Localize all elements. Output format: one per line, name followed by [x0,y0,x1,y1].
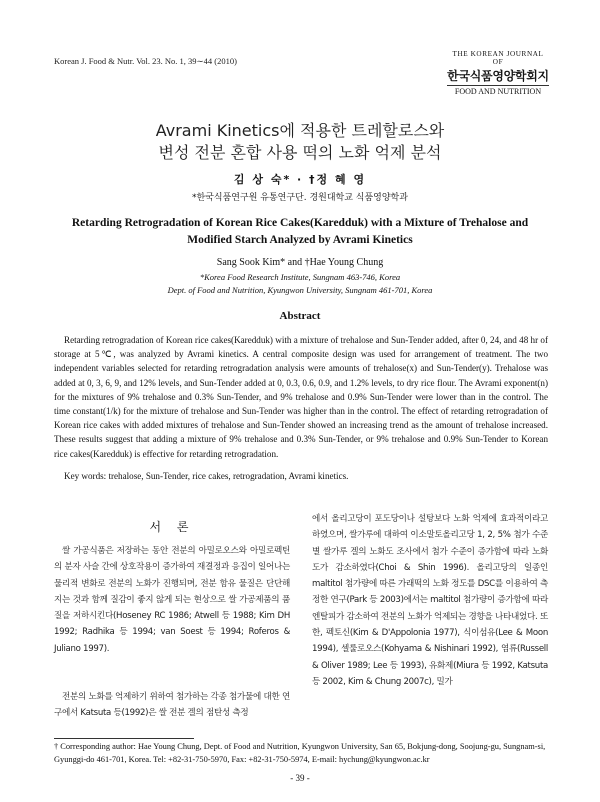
journal-name-kr: 한국식품영양학회지 [447,69,549,83]
korean-authors: 김 상 숙* · †정 혜 영 [233,173,367,186]
english-title-line2: Modified Starch Analyzed by Avrami Kinetics [187,234,413,246]
english-title-line1: Retarding Retrogradation of Korean Rice Cakes(Karedduk) with a Mixture of Trehalose and [71,217,529,229]
english-affiliation-line1: *Korea Food Research Institute, Sungnam 463-746, Korea [199,272,401,282]
abstract-heading: Abstract [279,310,321,322]
english-authors: Sang Sook Kim* and †Hae Young Chung [216,257,384,268]
korean-title-line1: Avrami Kinetics에 적용한 트레할로스와 [155,121,445,140]
intro-paragraph-1: 쌀 가공식품은 저장하는 동안 전분의 아밀로오스와 아밀로펙틴의 분자 사슬 간에 상호작용이 증가하여 재결정과 응집이 일어나는 물리적 변화로 전분의 노화가 진행되며, 전분 함유 물질은 단단해지는 것과 함께 질감이 좋지 않게 되는 현상으로 쌀 가공제품의 품질을 저하시킨다(Hoseney RC 1986; Atwell 등 1988; Kim DH 1992; Radhika 등 1994; van Soest 등 1994; Roferos & Juliano 1997). [54,546,290,654]
section-heading-introduction: 서 론 [149,520,195,534]
keywords: Key words: trehalose, Sun-Tender, rice cakes, retrogradation, Avrami kinetics. [64,471,349,481]
journal-name-en-top: THE KOREAN JOURNAL OF [452,50,544,66]
intro-right-column: 에서 올리고당이 포도당이나 설탕보다 노화 억제에 효과적이라고 하였으며, 쌀가루에 대하여 이소말토올리고당 1, 2, 5% 첨가 수준별 쌀가루 겔의 노화도 조사에서 첨가 수준이 증가함에 따라 노화도가 감소하였다(Choi & Shin 1996). 올리고당의 일종인 maltitol 첨가량에 따른 가래떡의 노화 정도를 DSC를 이용하여 측정한 연구(Park 등 2003)에서는 maltitol 첨가량이 증가함에 따라 엔탈피가 감소하여 전분의 노화가 억제되는 경향을 나타내었다. 또한, 펙토신(Kim & D'Appolonia 1977), 식이섬유(Lee & Moon 1994), 셀룰로오스(Kohyama & Nishinari 1992), 염류(Russell & Oliver 1989; Lee 등 1993), 유화제(Miura 등 1992, Katsuta 등 2002, Kim & Chung 2007c), 밀가 [312,514,548,687]
intro-paragraph-2: 전분의 노화를 억제하기 위하여 첨가하는 각종 첨가물에 대한 연구에서 Katsuta 등(1992)은 쌀 전분 겔의 점탄성 측정 [54,692,290,719]
corresponding-author-footnote: † Corresponding author: Hae Young Chung, Dept. of Food and Nutrition, Kyungwon University, San 65, Bokjung-dong, Soojung-gu, Sungnam-si, Gyunggi-do 461-701, Korea. Tel: +82-31-750-5970, Fax: +82-31-750-5974, E-mail: hychung@kyungwon.ac.kr [54,742,546,764]
english-affiliation-line2: Dept. of Food and Nutrition, Kyungwon University, Sungnam 461-701, Korea [167,285,433,295]
journal-name-en-bottom: FOOD AND NUTRITION [447,85,549,96]
abstract-text: Retarding retrogradation of Korean rice cakes(Karedduk) with a mixture of trehalose and Sun-Tender added, after 0, 24, and 48 hr of storage at 5℃, was analyzed by Avrami kinetics. A central composite design was used for arrangement of treatment. The two independent variables selected for retarding retrogradation analysis were amounts of trehalose(x) and Sun-Tender(y). Trehalose was added at 0, 3, 6, 9, and 12% levels, and Sun-Tender added at 0, 0.3, 0.6, 0.9, and 1.2% levels, to dry rice flour. The Avrami exponent(n) for the mixtures of 9% trehalose and 0.3% Sun-Tender, and 9% trehalose and 0.9% Sun-Tender were lower than in the control. The time constant(1/k) for the mixture of trehalose and Sun-Tender was higher than in the control. The effect of retarding retrogradation of Korean rice cakes with added mixtures of trehalose and Sun-Tender showed an increasing trend as the amount of trehalose increased. These results suggest that adding a mixture of 9% trehalose and 0.3% Sun-Tender, or 9% trehalose and 0.9% Sun-Tender to Korean rice cakes(Karedduk) is effective for retarding retrogradation. [54,335,548,459]
korean-title-line2: 변성 전분 혼합 사용 떡의 노화 억제 분석 [158,143,442,162]
journal-logo [447,50,549,96]
footnote-divider [54,738,194,739]
korean-affiliation: *한국식품연구원 유통연구단. 경원대학교 식품영양학과 [192,193,408,203]
journal-citation: Korean J. Food & Nutr. Vol. 23. No. 1, 39∼44 (2010) [54,56,237,66]
page-number: - 39 - [290,773,310,783]
